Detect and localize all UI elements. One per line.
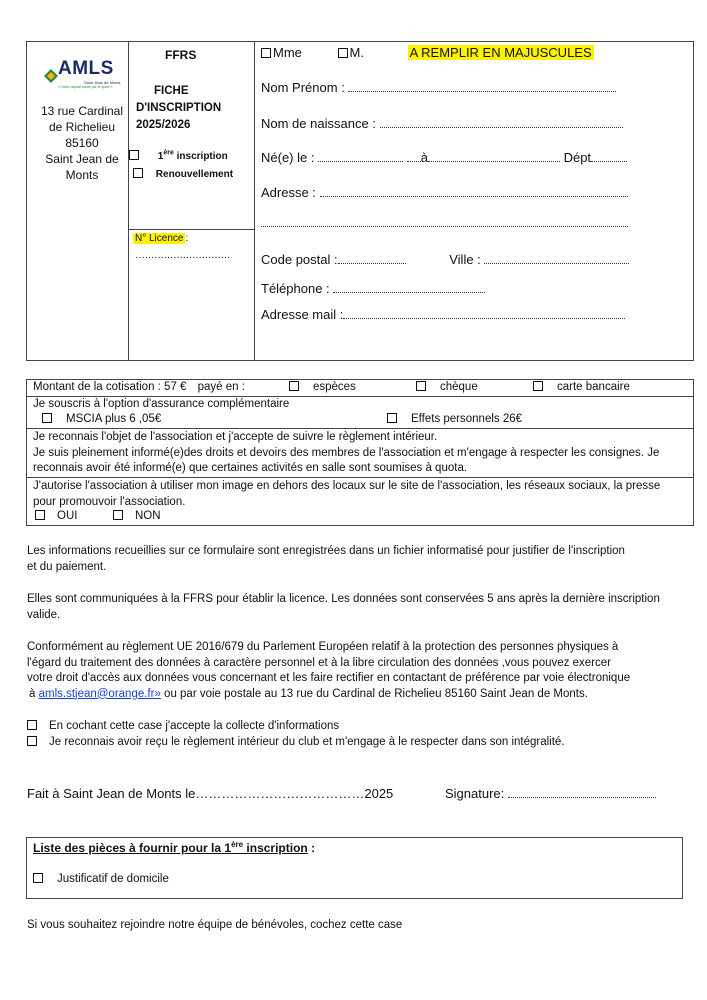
column-divider (128, 41, 129, 361)
date-place-field[interactable]: Fait à Saint Jean de Monts le…………………………………2025 (27, 786, 394, 801)
cash-option[interactable]: espèces (289, 381, 356, 393)
club-address: 13 rue Cardinal de Richelieu 85160 Saint Jean de Monts (40, 104, 124, 182)
card-option[interactable]: carte bancaire (533, 381, 630, 393)
m-option[interactable]: M. (338, 45, 364, 60)
rules-text: Je reconnais l'objet de l'association et j'accepte de suivre le règlement intérieur. Je suis pleinement informé(e)des droits et devoirs des membres de l'association et m'engage à respecter les consignes. Je reconnais avoir été informé(e) que certaines activités en salle sont soumises à quota. (33, 431, 660, 474)
postal-code-field[interactable]: Code postal : Ville : (261, 252, 629, 267)
cheque-checkbox[interactable] (416, 381, 426, 391)
logo-tagline: Saint Jean de Monts (84, 80, 121, 85)
document-checkbox[interactable] (33, 873, 43, 883)
form-title: FICHE D'INSCRIPTION 2025/2026 (136, 85, 222, 131)
document-item[interactable]: Justificatif de domicile (33, 873, 169, 885)
consent-collection[interactable]: En cochant cette case j'accepte la collecte d'informations (27, 720, 339, 732)
card-checkbox[interactable] (533, 381, 543, 391)
cheque-option[interactable]: chèque (416, 381, 478, 393)
consent-collection-checkbox[interactable] (27, 720, 37, 730)
renewal-checkbox[interactable] (133, 168, 143, 178)
first-registration-option[interactable]: 1ère inscription (129, 150, 228, 162)
insurance-option-effects[interactable]: Effets personnels 26€ (387, 413, 522, 425)
info-paragraph-2: Elles sont communiquées à la FFRS pour établir la licence. Les données sont conservées 5 ans après la dernière inscription valide. (27, 593, 660, 621)
licence-number-field[interactable]: ………………………… (135, 250, 230, 261)
row-divider (26, 428, 694, 429)
info-paragraph-3: Conformément au règlement UE 2016/679 du Parlement Européen relatif à la protection des personnes physiques à l'égard du traitement des données à caractère personnel et à la libre circulation des données ,vous pouvez exercer votre droit d'accès aux données vous concernant et les faire rectifier en contactant de préférence par voie électronique à amls.stjean@orange.fr» ou par voie postale au 13 rue du Cardinal de Richelieu 85160 Saint Jean de Monts. (27, 641, 631, 700)
mme-checkbox[interactable] (261, 48, 271, 58)
renewal-option[interactable]: Renouvellement (133, 168, 233, 180)
row-divider (26, 396, 694, 397)
cash-checkbox[interactable] (289, 381, 299, 391)
no-checkbox[interactable] (113, 510, 123, 520)
licence-divider (128, 229, 254, 230)
image-consent-yes[interactable]: OUI (35, 510, 77, 522)
image-consent-text: J'autorise l'association à utiliser mon image en dehors des locaux sur le site de l'association, les réseaux sociaux, la presse pour promouvoir l'association. (33, 480, 661, 508)
column-divider (254, 41, 255, 361)
name-field[interactable]: Nom Prénom : (261, 80, 616, 95)
insurance-option-mscia[interactable]: MSCIA plus 6 ,05€ (42, 413, 161, 425)
amls-logo (44, 60, 124, 92)
m-checkbox[interactable] (338, 48, 348, 58)
licence-label: N° Licence : (135, 233, 189, 244)
address-field[interactable]: Adresse : (261, 185, 628, 200)
diamond-icon (44, 69, 58, 83)
image-consent-no[interactable]: NON (113, 510, 161, 522)
row-divider (26, 477, 694, 478)
payment-row: Montant de la cotisation : 57 € payé en : espèces chèque carte bancaire (33, 381, 630, 393)
birth-name-field[interactable]: Nom de naissance : (261, 116, 623, 131)
logo-slogan: « Votre capital santé par le sport » (58, 85, 113, 89)
yes-checkbox[interactable] (35, 510, 45, 520)
civility-row (261, 45, 594, 60)
mme-option[interactable]: Mme (261, 45, 302, 60)
email-field[interactable]: Adresse mail : (261, 307, 625, 322)
birth-row[interactable]: Né(e) le : à Dépt (261, 150, 627, 165)
org-name: FFRS (165, 48, 197, 62)
documents-title: Liste des pièces à fournir pour la 1ère inscription : (33, 840, 316, 855)
phone-field[interactable]: Téléphone : (261, 281, 485, 296)
logo-brand: AMLS (58, 58, 114, 79)
info-paragraph-1: Les informations recueillies sur ce formulaire sont enregistrées dans un fichier informatisé pour justifier de l'inscription et du paiement. (27, 545, 625, 573)
address-line-2[interactable] (261, 218, 628, 227)
caps-notice: A REMPLIR EN MAJUSCULES (409, 45, 592, 60)
mscia-checkbox[interactable] (42, 413, 52, 423)
first-registration-checkbox[interactable] (129, 150, 139, 160)
volunteer-text: Si vous souhaitez rejoindre notre équipe de bénévoles, cochez cette case (27, 919, 403, 931)
signature-field[interactable]: Signature: (445, 786, 656, 801)
consent-rules-checkbox[interactable] (27, 736, 37, 746)
consent-rules[interactable]: Je reconnais avoir reçu le règlement intérieur du club et m'engage à le respecter dans son intégralité. (27, 736, 565, 748)
insurance-title: Je souscris à l'option d'assurance complémentaire (33, 398, 290, 410)
effects-checkbox[interactable] (387, 413, 397, 423)
club-email-link[interactable]: amls.stjean@orange.fr» (38, 687, 161, 700)
